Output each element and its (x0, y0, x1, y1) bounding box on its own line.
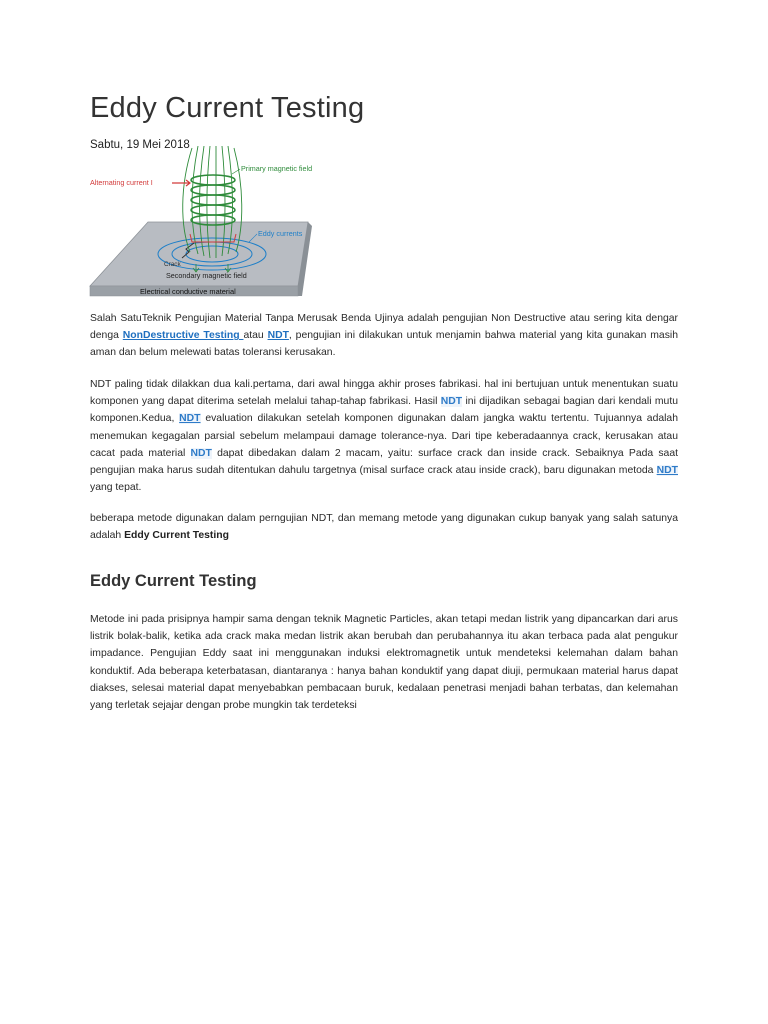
bold-method-name: Eddy Current Testing (124, 530, 229, 542)
paragraph-text: beberapa metode digunakan dalam perngujian NDT, dan memang metode yang digunakan cukup banyak yang salah satunya adalah (90, 513, 678, 542)
label-material: Electrical conductive material (140, 287, 236, 296)
label-secondary-field: Secondary magnetic field (166, 271, 247, 280)
link-nondestructive-testing[interactable]: NonDestructive Testing (122, 330, 244, 342)
paragraph-eddy-method: Metode ini pada prisipnya hampir sama dengan teknik Magnetic Particles, akan tetapi medan listrik yang dipancarkan dari arus listrik bolak-balik, ketika ada crack maka medan listrik akan berubah dan perubahannya itu akan terbaca pada alat pengukur impadance. Pengujian Eddy saat ini menggunakan induksi elektromagnetik untuk mendeteksi kelemahan dalam bahan konduktif. Ada beberapa keterbatasan, diantaranya : hanya bahan konduktif yang dapat diuji, permukaan material harus dapat diakses, selesai material dapat menyebabkan pembacaan buruk, kedalaan penetrasi menjadi bahan terbatas, dan kelemahan yang terletak sejajar dengan probe mungkin tak terdeteksi (90, 614, 678, 712)
paragraph-text: ini dijadikan sebagai bagian dari kendali mutu komponen.Kedua, (90, 396, 678, 425)
paragraph-methods (90, 510, 678, 544)
link-ndt[interactable]: NDT (656, 465, 678, 477)
paragraph-text: atau (243, 330, 268, 342)
eddy-current-diagram (86, 146, 332, 298)
paragraph-text: Salah SatuTeknik Pengujian Material Tanpa Merusak Benda Ujinya adalah pengujian Non Destructive atau sering kita dengar denga (90, 313, 678, 342)
ndt-keyword: NDT (190, 447, 212, 459)
paragraph-text: NDT paling tidak dilakkan dua kali.pertama, dari awal hingga akhir proses fabrikasi. hal ini bertujuan untuk menentukan suatu komponen yang dapat diterima setelah melalui tahap-tahap fabrikasi. Hasil (90, 379, 678, 408)
post-date: Sabtu, 19 Mei 2018 (90, 139, 190, 151)
page-title: Eddy Current Testing (90, 92, 365, 124)
paragraph-text: , pengujian ini dilakukan untuk menjamin bahwa material yang kita gunakan masih aman dan belum melewati batas toleransi kerusakan. (90, 330, 678, 359)
label-crack: Crack (164, 261, 181, 268)
coil-windings (191, 175, 235, 225)
alternating-current-arrow (172, 180, 190, 186)
paragraph-text: evaluation dilakukan setelah komponen digunakan dalam jangka waktu tertentu. Tujuannya adalah menemukan kegagalan parsial sebelum melampaui damage tolerance-nya. Dari tipe keberadaannya crack, kerusakan atau cacat pada material (90, 413, 678, 459)
link-ndt[interactable]: NDT (267, 330, 289, 342)
label-eddy-currents: Eddy currents (258, 229, 303, 238)
link-ndt[interactable]: NDT (179, 413, 201, 425)
label-primary-field: Primary magnetic field (241, 164, 313, 173)
paragraph-ndt (90, 376, 678, 496)
paragraph-intro (90, 310, 678, 362)
paragraph-text: yang tepat. (90, 482, 142, 494)
ndt-keyword: NDT (440, 396, 463, 408)
label-alternating-current: Alternating current I (90, 178, 153, 187)
paragraph-text: dapat dibedakan dalam 2 macam, yaitu: surface crack dan inside crack. Sebaiknya Pada saat pengujian maka harus sudah ditentukan dahulu targetnya (misal surface crack atau inside crack), baru digunakan metoda (90, 447, 679, 477)
section-heading: Eddy Current Testing (90, 572, 257, 590)
